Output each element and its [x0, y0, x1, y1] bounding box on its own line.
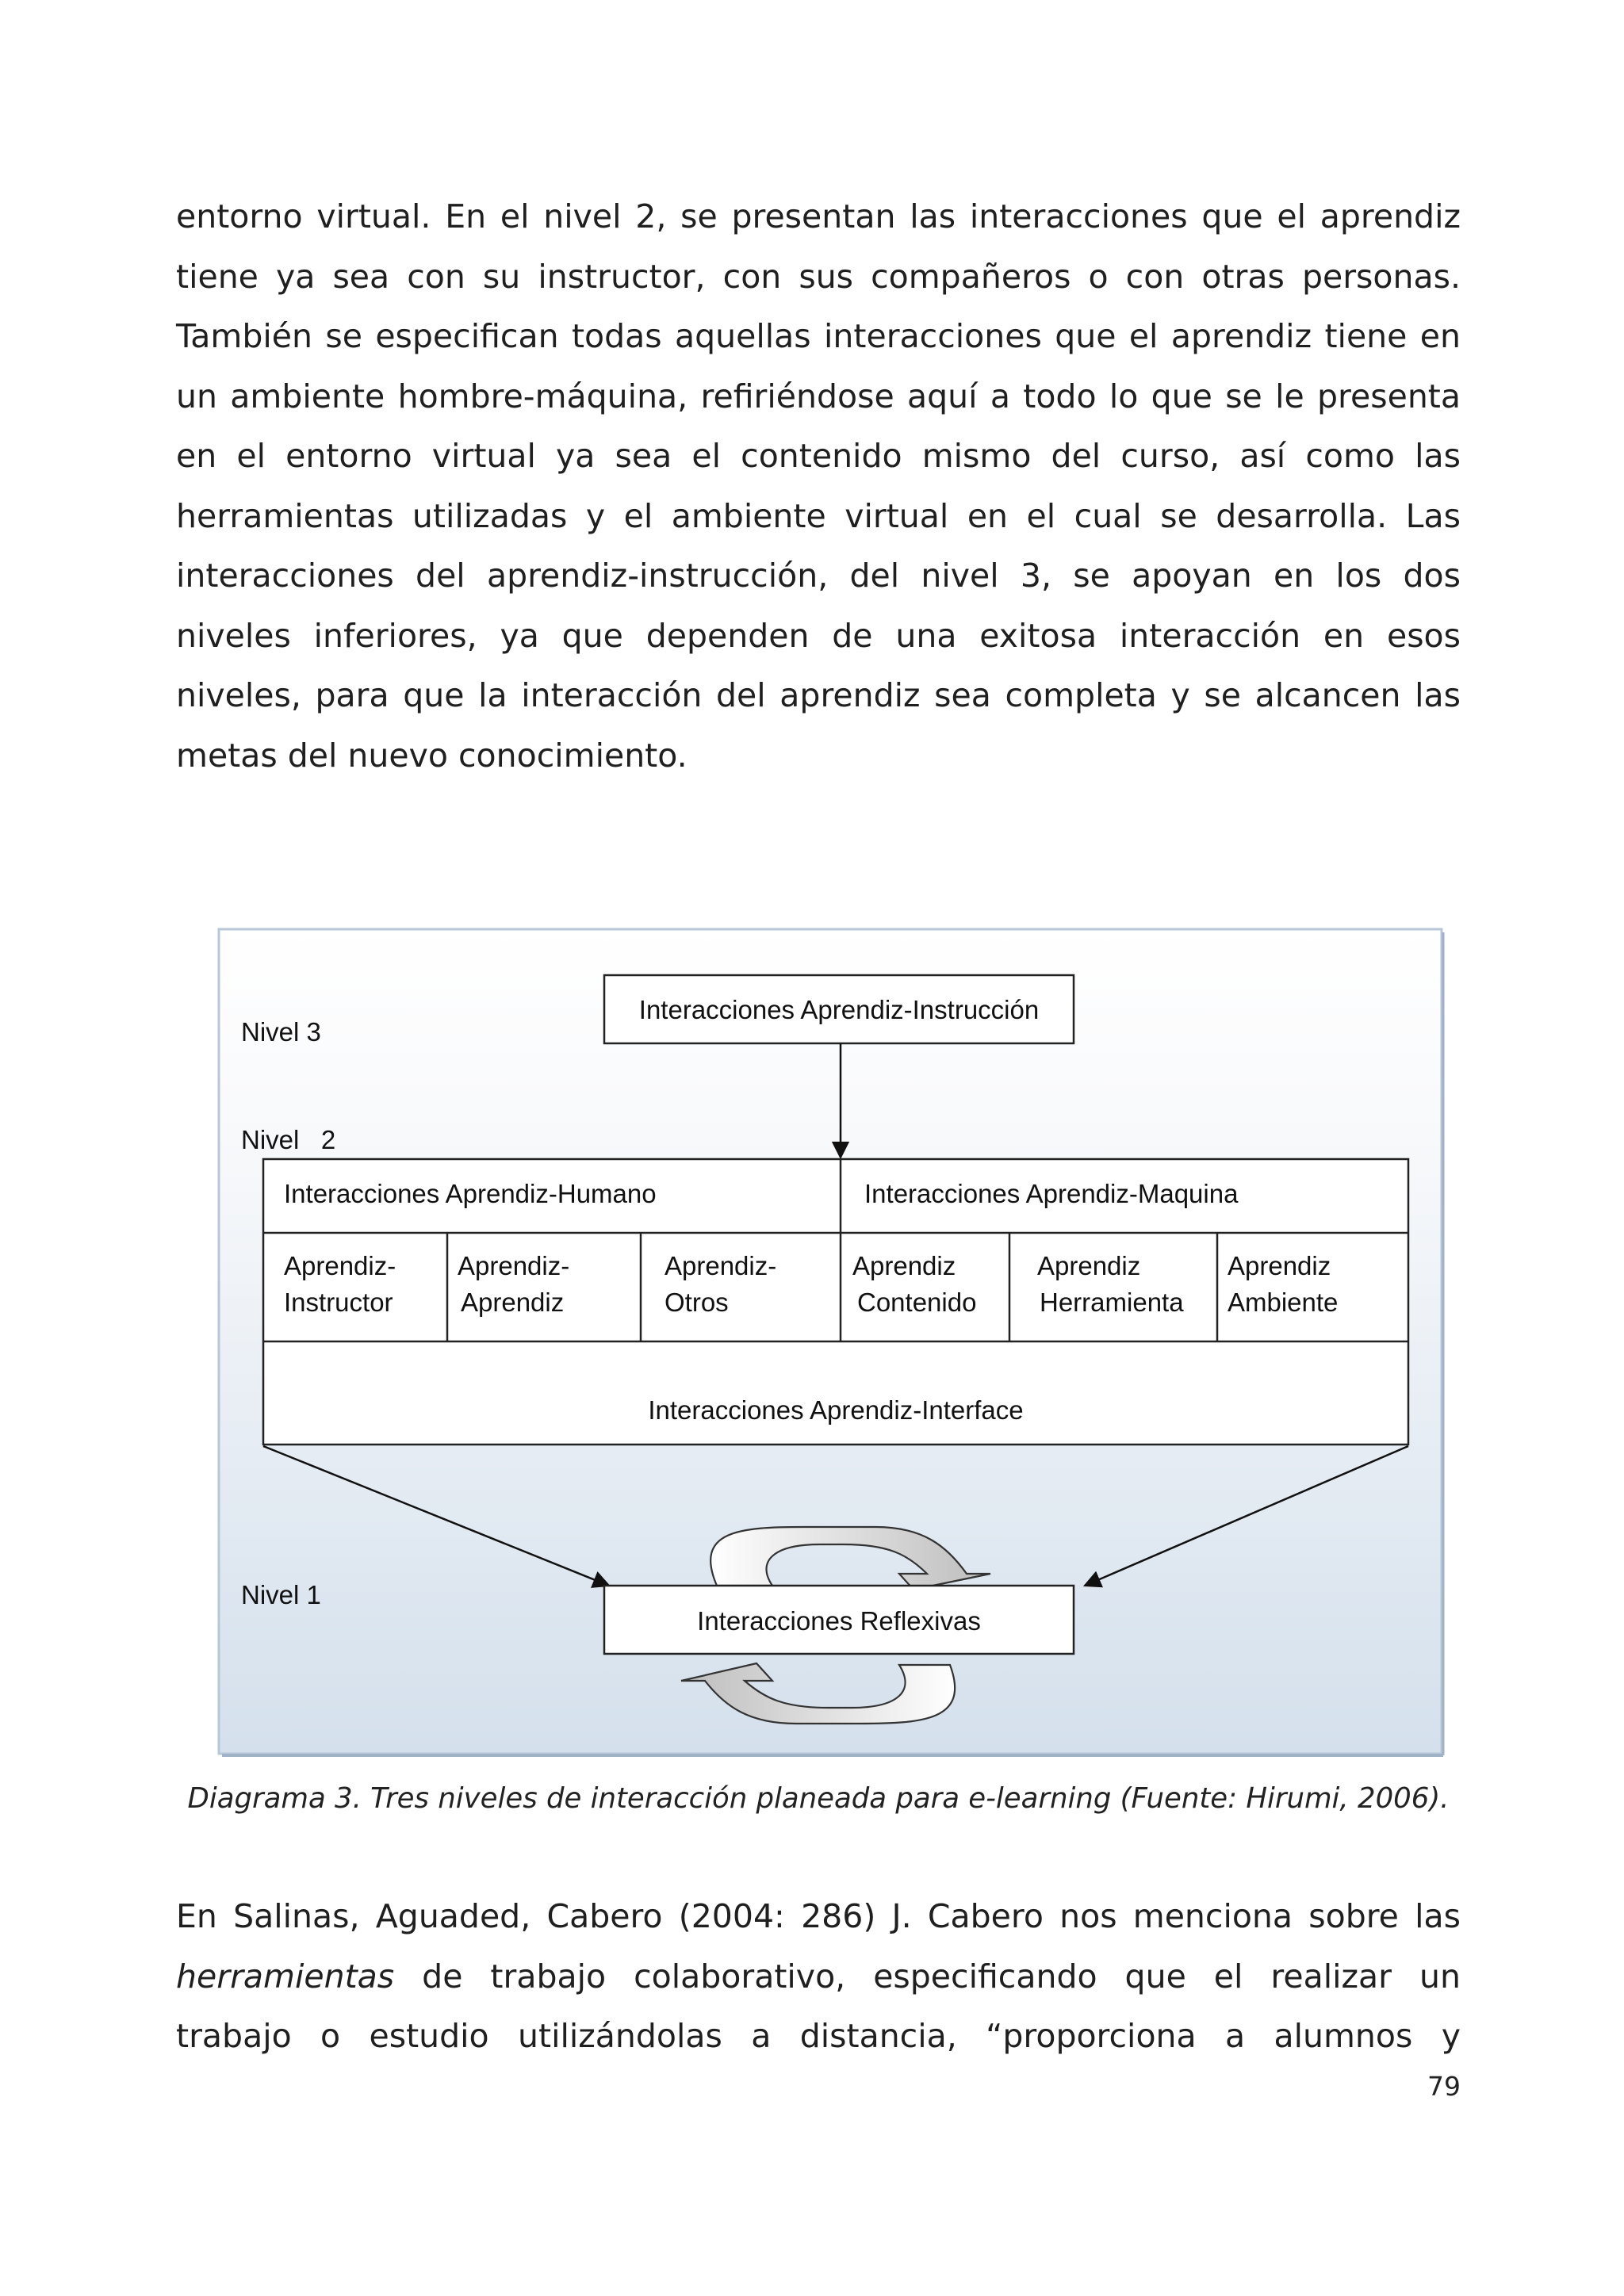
italic-term: herramientas [176, 1957, 395, 1996]
cell-ambiente-line1: Aprendiz [1228, 1251, 1331, 1280]
level-3-label: Nivel 3 [241, 1017, 321, 1047]
machine-header: Interacciones Aprendiz-Maquina [864, 1179, 1239, 1208]
paragraph-line: niveles, para que la interacción del aprendiz sea completa y se alcancen las [176, 676, 1461, 714]
cell-otros-line2: Otros [665, 1288, 729, 1317]
cell-instructor-line2: Instructor [284, 1288, 393, 1317]
paragraph-line: herramientas utilizadas y el ambiente virtual en el cual se desarrolla. Las [176, 496, 1461, 535]
cell-contenido-line2: Contenido [857, 1288, 977, 1317]
figure-caption: Diagrama 3. Tres niveles de interacción planeada para e-learning (Fuente: Hirumi, 2006). [187, 1782, 1450, 1815]
level-1-label: Nivel 1 [241, 1580, 321, 1609]
cell-herramienta-line2: Herramienta [1040, 1288, 1184, 1317]
paragraph-line-rest: de trabajo colaborativo, especificando que el realizar un [394, 1957, 1461, 1996]
interface-label: Interacciones Aprendiz-Interface [648, 1395, 1024, 1425]
paragraph-line: tiene ya sea con su instructor, con sus compañeros o con otras personas. [176, 257, 1461, 296]
paragraph-line: En Salinas, Aguaded, Cabero (2004: 286) J. Cabero nos menciona sobre las [176, 1897, 1461, 1935]
paragraph-line: trabajo o estudio utilizándolas a distancia, “proporciona a alumnos y [176, 2017, 1461, 2055]
cell-aprendiz-line2: Aprendiz [461, 1288, 565, 1317]
cell-ambiente-line2: Ambiente [1228, 1288, 1339, 1317]
paragraph-line: interacciones del aprendiz-instrucción, del nivel 3, se apoyan en los dos [176, 557, 1461, 595]
human-header: Interacciones Aprendiz-Humano [284, 1179, 657, 1208]
paragraph-line: en el entorno virtual ya sea el contenido mismo del curso, así como las [176, 437, 1461, 475]
paragraph-line: También se especifican todas aquellas interacciones que el aprendiz tiene en [176, 317, 1461, 355]
cell-contenido-line1: Aprendiz [852, 1251, 956, 1280]
top-box-label: Interacciones Aprendiz-Instrucción [638, 995, 1040, 1024]
page-number: 79 [1427, 2071, 1461, 2102]
interaction-levels-diagram [217, 928, 1445, 1758]
cell-otros-line1: Aprendiz- [665, 1251, 777, 1280]
cell-herramienta-line1: Aprendiz [1037, 1251, 1141, 1280]
paragraph-line: un ambiente hombre-máquina, refiriéndose aquí a todo lo que se le presenta [176, 377, 1461, 415]
level-2-label: Nivel 2 [241, 1125, 336, 1154]
bottom-box-label: Interacciones Reflexivas [697, 1606, 981, 1636]
paragraph-line: metas del nuevo conocimiento. [176, 736, 688, 775]
paragraph-line [176, 1947, 1461, 2007]
paragraph-line: niveles inferiores, ya que dependen de una exitosa interacción en esos [176, 616, 1461, 655]
cell-instructor-line1: Aprendiz- [284, 1251, 396, 1280]
body-paragraph-1 [176, 187, 1461, 786]
cell-aprendiz-line1: Aprendiz- [458, 1251, 570, 1280]
paragraph-line: entorno virtual. En el nivel 2, se presentan las interacciones que el aprendiz [176, 197, 1461, 235]
body-paragraph-2 [176, 1887, 1461, 2067]
